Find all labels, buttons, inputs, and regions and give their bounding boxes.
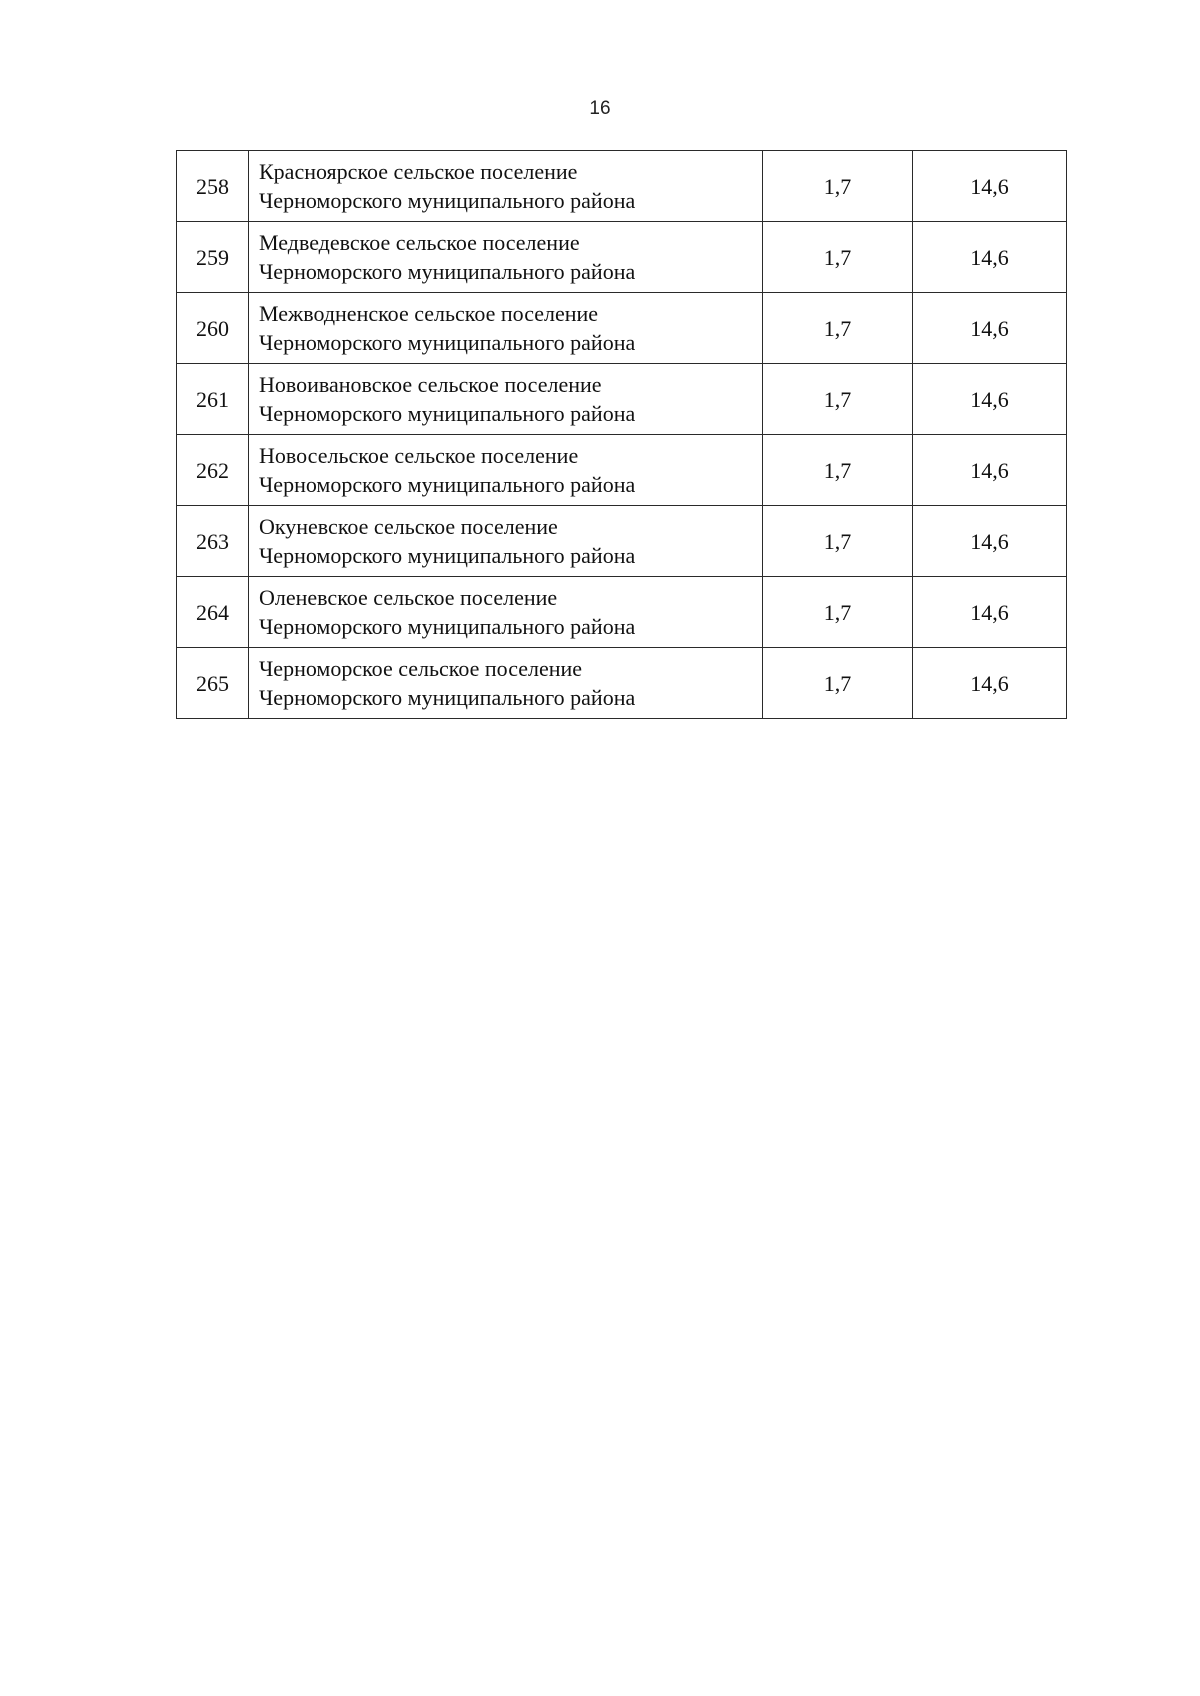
- settlement-name-line1: Межводненское сельское поселение: [259, 301, 599, 326]
- value-2: 14,6: [913, 293, 1067, 364]
- row-number: 264: [177, 577, 249, 648]
- value-2: 14,6: [913, 435, 1067, 506]
- table-row: [177, 222, 1067, 293]
- row-number: 259: [177, 222, 249, 293]
- value-2: 14,6: [913, 222, 1067, 293]
- table-row: [177, 577, 1067, 648]
- settlement-name-line2: Черноморского муниципального района: [259, 330, 636, 355]
- settlement-name-line1: Черноморское сельское поселение: [259, 656, 583, 681]
- table-row: [177, 435, 1067, 506]
- settlement-name: [249, 222, 763, 293]
- settlement-name-line1: Новосельское сельское поселение: [259, 443, 579, 468]
- settlement-name-line2: Черноморского муниципального района: [259, 259, 636, 284]
- settlement-name: [249, 648, 763, 719]
- row-number: 260: [177, 293, 249, 364]
- settlement-name-line1: Оленевское сельское поселение: [259, 585, 558, 610]
- value-2: 14,6: [913, 577, 1067, 648]
- page-number: 16: [589, 98, 611, 119]
- table-row: [177, 364, 1067, 435]
- settlement-name-line2: Черноморского муниципального района: [259, 401, 636, 426]
- settlement-name-line1: Новоивановское сельское поселение: [259, 372, 602, 397]
- settlement-name-line2: Черноморского муниципального района: [259, 543, 636, 568]
- settlement-name-line1: Медведевское сельское поселение: [259, 230, 580, 255]
- value-2: 14,6: [913, 506, 1067, 577]
- settlement-name-line1: Окуневское сельское поселение: [259, 514, 558, 539]
- settlement-name-line2: Черноморского муниципального района: [259, 614, 636, 639]
- settlement-name: [249, 151, 763, 222]
- row-number: 265: [177, 648, 249, 719]
- row-number: 258: [177, 151, 249, 222]
- settlement-name-line1: Красноярское сельское поселение: [259, 159, 578, 184]
- value-2: 14,6: [913, 151, 1067, 222]
- row-number: 263: [177, 506, 249, 577]
- settlement-name-line2: Черноморского муниципального района: [259, 685, 636, 710]
- settlements-table: [176, 150, 1067, 719]
- settlement-name-line2: Черноморского муниципального района: [259, 188, 636, 213]
- value-1: 1,7: [763, 293, 913, 364]
- value-2: 14,6: [913, 364, 1067, 435]
- value-1: 1,7: [763, 577, 913, 648]
- settlement-name: [249, 577, 763, 648]
- value-1: 1,7: [763, 648, 913, 719]
- value-2: 14,6: [913, 648, 1067, 719]
- value-1: 1,7: [763, 222, 913, 293]
- table-row: [177, 648, 1067, 719]
- value-1: 1,7: [763, 435, 913, 506]
- value-1: 1,7: [763, 506, 913, 577]
- settlement-name: [249, 435, 763, 506]
- table-row: [177, 293, 1067, 364]
- value-1: 1,7: [763, 364, 913, 435]
- settlement-name: [249, 506, 763, 577]
- row-number: 261: [177, 364, 249, 435]
- row-number: 262: [177, 435, 249, 506]
- settlement-name: [249, 364, 763, 435]
- table-row: [177, 506, 1067, 577]
- table-row: [177, 151, 1067, 222]
- settlement-name-line2: Черноморского муниципального района: [259, 472, 636, 497]
- settlement-name: [249, 293, 763, 364]
- value-1: 1,7: [763, 151, 913, 222]
